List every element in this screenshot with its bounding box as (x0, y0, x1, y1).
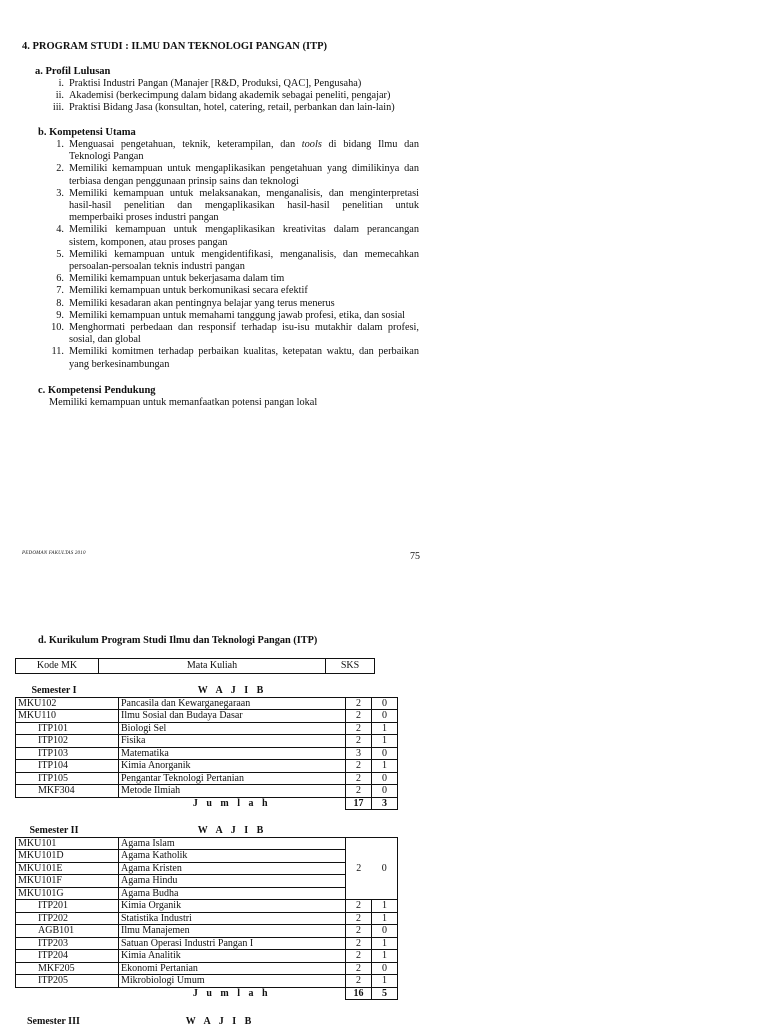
course-name: Biologi Sel (119, 722, 346, 735)
header-mata-kuliah: Mata Kuliah (99, 659, 326, 674)
jumlah-label: J u m l a h (192, 797, 271, 809)
sks-practice: 1 (372, 735, 398, 748)
table-row (16, 785, 398, 798)
course-name: Pancasila dan Kewarganegaraan (119, 697, 346, 710)
header-kode: Kode MK (16, 659, 99, 674)
section-title: 4. PROGRAM STUDI : ILMU DAN TEKNOLOGI PANGAN (ITP) (22, 41, 327, 52)
kompetensi-text: yang berkesinambungan (69, 358, 170, 370)
table-row (16, 887, 398, 900)
sks-practice: 1 (372, 900, 398, 913)
sks-practice: 1 (372, 975, 398, 988)
course-code: MKU102 (16, 697, 119, 710)
sks-theory: 2 (346, 900, 372, 913)
semester-label: Semester I (31, 685, 77, 696)
table-row (16, 722, 398, 735)
course-code: MKU101E (16, 862, 119, 875)
sks-practice: 0 (372, 697, 398, 710)
kompetensi-text: persoalan-persoalan teknis industri pangan (69, 261, 245, 272)
table-row (16, 875, 398, 888)
course-code: MKU110 (16, 710, 119, 723)
table-row (16, 950, 398, 963)
profil-num: ii. (55, 90, 64, 101)
profil-item: Praktisi Bidang Jasa (konsultan, hotel, catering, retail, perbankan dan lain-lain) (69, 102, 395, 113)
sks-practice: 0 (372, 925, 398, 938)
table-row (16, 697, 398, 710)
kompetensi-number: 11. (51, 346, 64, 358)
course-name: Fisika (119, 735, 346, 748)
course-name: Agama Islam (119, 837, 346, 850)
profil-item: Akademisi (berkecimpung dalam bidang akademik sebagai peneliti, pengajar) (69, 90, 391, 101)
course-name: Ilmu Manajemen (119, 925, 346, 938)
course-name: Pengantar Teknologi Pertanian (119, 772, 346, 785)
sks-theory: 2 (346, 912, 372, 925)
course-name: Ekonomi Pertanian (119, 962, 346, 975)
kompetensi-text: Teknologi Pangan (69, 151, 144, 163)
table-row (16, 937, 398, 950)
course-name: Matematika (119, 747, 346, 760)
profil-item: Praktisi Industri Pangan (Manajer [R&D, Produksi, QAC], Pengusaha) (69, 78, 362, 89)
table-row (16, 962, 398, 975)
course-code: ITP201 (16, 900, 119, 913)
table-row (16, 912, 398, 925)
kompetensi-number: 2. (56, 163, 64, 175)
sks-practice: 0 (372, 962, 398, 975)
table-row (16, 735, 398, 748)
kompetensi-text: terbiasa dengan penggunaan prinsip sains dan teknologi (69, 175, 299, 187)
course-code: ITP104 (16, 760, 119, 773)
kompetensi-number: 3. (56, 187, 64, 199)
course-code: AGB101 (16, 925, 119, 938)
course-name: Agama Katholik (119, 850, 346, 863)
profil-heading: a. Profil Lulusan (35, 66, 111, 77)
course-name: Mikrobiologi Umum (119, 975, 346, 988)
total-practice: 3 (372, 797, 398, 810)
profil-num: iii. (52, 102, 64, 113)
course-code: ITP204 (16, 950, 119, 963)
course-name: Kimia Organik (119, 900, 346, 913)
kompetensi-utama-heading: b. Kompetensi Utama (38, 127, 136, 138)
kompetensi-text: Memiliki kesadaran akan pentingnya belajar yang terus menerus (69, 297, 335, 309)
course-name: Agama Hindu (119, 875, 346, 888)
total-spacer (16, 987, 119, 1000)
table-row (16, 925, 398, 938)
sks-practice: 1 (372, 937, 398, 950)
sks-practice: 1 (372, 722, 398, 735)
semester-label: Semester II (29, 825, 79, 836)
kompetensi-number: 8. (56, 297, 64, 309)
table-row (16, 900, 398, 913)
table-row (16, 747, 398, 760)
table-row (16, 772, 398, 785)
sks-theory: 2 (346, 760, 372, 773)
sks-theory: 2 (346, 925, 372, 938)
kompetensi-text: Memiliki kemampuan untuk mengaplikasikan pengetahuan yang dimilikinya dan (69, 163, 419, 175)
kompetensi-text: Memiliki kemampuan untuk melaksanakan, menganalisis, dan menginterpretasi (69, 187, 419, 199)
profil-num: i. (58, 78, 64, 89)
semester-1-table (15, 685, 398, 810)
course-code: MKF304 (16, 785, 119, 798)
kompetensi-number: 7. (56, 285, 64, 297)
sks-theory: 2 (346, 710, 372, 723)
total-practice: 5 (372, 987, 398, 1000)
total-theory: 16 (346, 987, 372, 1000)
kompetensi-text: Menguasai pengetahuan, teknik, keterampilan, dan tools di bidang Ilmu dan (69, 139, 419, 150)
course-name: Kimia Analitik (119, 950, 346, 963)
page-number: 75 (410, 551, 420, 562)
kompetensi-text: Memiliki kemampuan untuk berkomunikasi secara efektif (69, 285, 308, 297)
semester-3-table (15, 1016, 333, 1028)
kompetensi-text: hasil-hasil penelitian dan mengaplikasikan hasil-hasil penelitian untuk (69, 200, 419, 211)
sks-theory: 2 (346, 697, 372, 710)
kompetensi-text: sosial, dan global (69, 334, 141, 346)
course-name: Agama Budha (119, 887, 346, 900)
sks-theory: 2 (346, 975, 372, 988)
kompetensi-pendukung-heading: c. Kompetensi Pendukung (38, 385, 156, 396)
course-code: ITP103 (16, 747, 119, 760)
sks-theory: 3 (346, 747, 372, 760)
course-code: MKU101F (16, 875, 119, 888)
wajib-label: W A J I B (197, 685, 267, 696)
kompetensi-number: 5. (56, 248, 64, 260)
kompetensi-number: 6. (56, 273, 64, 285)
kompetensi-number: 9. (56, 309, 64, 321)
table-row (16, 710, 398, 723)
sks-theory: 2 (346, 785, 372, 798)
sks-theory: 2 (346, 772, 372, 785)
kompetensi-text: Memiliki kemampuan untuk bekerjasama dalam tim (69, 273, 285, 285)
course-code: MKU101D (16, 850, 119, 863)
kompetensi-pendukung-text: Memiliki kemampuan untuk memanfaatkan potensi pangan lokal (49, 397, 318, 408)
course-code: ITP105 (16, 772, 119, 785)
course-code: ITP101 (16, 722, 119, 735)
kompetensi-text: Memiliki kemampuan untuk memahami tanggung jawab profesi, etika, dan sosial (69, 309, 406, 321)
sks-practice: 1 (372, 950, 398, 963)
sks-theory: 2 (346, 962, 372, 975)
course-name: Ilmu Sosial dan Budaya Dasar (119, 710, 346, 723)
total-row (16, 987, 398, 1000)
sks-theory: 2 (346, 937, 372, 950)
wajib-label: W A J I B (197, 825, 267, 836)
sks-theory: 2 (346, 735, 372, 748)
total-spacer (16, 797, 119, 810)
sks-practice: 1 (372, 760, 398, 773)
sks-practice: 0 (372, 710, 398, 723)
course-name: Satuan Operasi Industri Pangan I (119, 937, 346, 950)
sks-theory: 2 (346, 837, 372, 900)
course-code: ITP202 (16, 912, 119, 925)
semester-2-table (15, 825, 398, 1000)
table-row (16, 862, 398, 875)
kurikulum-header-table (15, 658, 375, 674)
sks-practice: 0 (372, 747, 398, 760)
table-row (16, 850, 398, 863)
total-theory: 17 (346, 797, 372, 810)
jumlah-label: J u m l a h (192, 987, 271, 999)
course-code: MKU101 (16, 837, 119, 850)
kompetensi-number: 1. (56, 139, 64, 150)
sks-practice: 1 (372, 912, 398, 925)
course-code: MKF205 (16, 962, 119, 975)
course-name: Metode Ilmiah (119, 785, 346, 798)
course-name: Agama Kristen (119, 862, 346, 875)
course-name: Statistika Industri (119, 912, 346, 925)
wajib-label: W A J I B (185, 1016, 255, 1027)
sks-practice: 0 (372, 837, 398, 900)
semester-label: Semester III (27, 1016, 80, 1027)
sks-theory: 2 (346, 722, 372, 735)
sks-practice: 0 (372, 772, 398, 785)
table-row (16, 760, 398, 773)
course-code: MKU101G (16, 887, 119, 900)
table-row (16, 837, 398, 850)
sks-theory: 2 (346, 950, 372, 963)
header-sks: SKS (326, 659, 375, 674)
course-code: ITP102 (16, 735, 119, 748)
footer-publication: PEDOMAN FAKULTAS 2010 (22, 551, 86, 556)
course-name: Kimia Anorganik (119, 760, 346, 773)
course-code: ITP203 (16, 937, 119, 950)
kompetensi-text: Memiliki komitmen terhadap perbaikan kualitas, ketepatan waktu, dan perbaikan (69, 346, 419, 358)
kompetensi-text: Memiliki kemampuan untuk mengidentifikasi, menganalisis, dan memecahkan (69, 248, 419, 260)
sks-practice: 0 (372, 785, 398, 798)
kompetensi-number: 4. (56, 224, 64, 236)
kompetensi-text: memperbaiki proses industri pangan (69, 212, 219, 224)
kompetensi-text: Memiliki kemampuan untuk mengaplikasikan kreativitas dalam perancangan (69, 224, 419, 236)
kurikulum-title: d. Kurikulum Program Studi Ilmu dan Teknologi Pangan (ITP) (38, 635, 318, 646)
table-row (16, 975, 398, 988)
course-code: ITP205 (16, 975, 119, 988)
kompetensi-number: 10. (51, 322, 64, 333)
kompetensi-text: sistem, komponen, atau proses pangan (69, 236, 228, 248)
kompetensi-text: Menghormati perbedaan dan responsif terhadap isu-isu mutakhir dalam profesi, (69, 322, 419, 333)
total-row (16, 797, 398, 810)
